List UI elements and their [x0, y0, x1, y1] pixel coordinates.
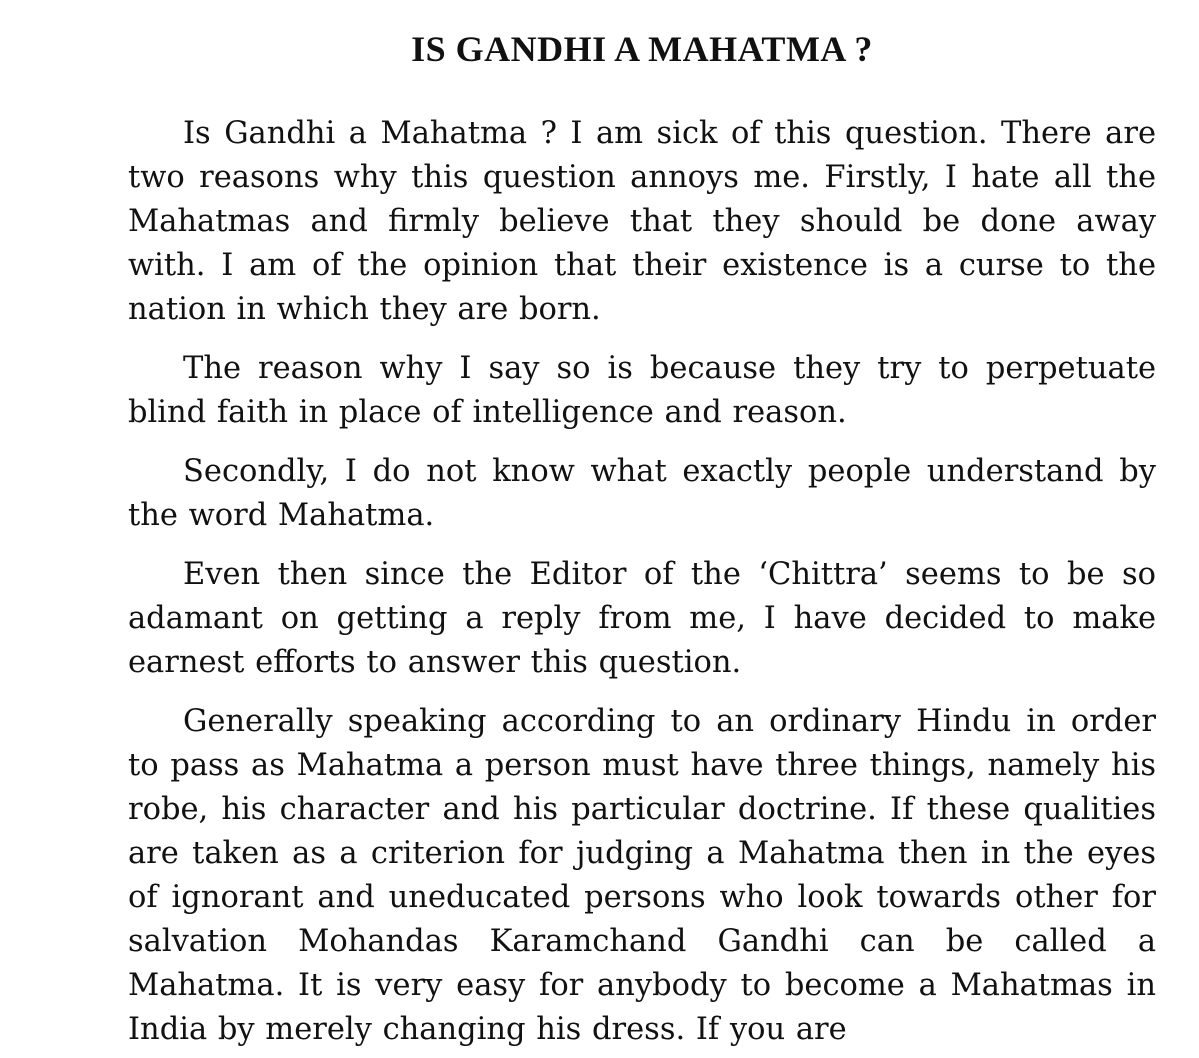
paragraph-5: Generally speaking according to an ordinary Hindu in order to pass as Mahatma a person must have three things, namely his robe, his character and his particular doctrine. If these qualities are taken as a criterion for judging a Mahatma then in the eyes of ignorant and uneducated persons who look towards other for salvation Mohandas Karamchand Gandhi can be called a Mahatma. It is very easy for anybody to become a Mahatmas in India by merely changing his dress. If you are [128, 704, 1156, 1047]
page-title: IS GANDHI A MAHATMA ? [411, 29, 873, 69]
paragraph-1: Is Gandhi a Mahatma ? I am sick of this question. There are two reasons why this question annoys me. Firstly, I hate all the Mahatmas and firmly believe that they should be done away with. I am of the opinion that their existence is a curse to the nation in which they are born. [128, 116, 1156, 327]
paragraph-4: Even then since the Editor of the ‘Chittra’ seems to be so adamant on getting a reply from me, I have decided to make earnest efforts to answer this question. [128, 557, 1156, 680]
document-page [128, 0, 1156, 1052]
paragraph-2: The reason why I say so is because they try to perpetuate blind faith in place of intelligence and reason. [128, 351, 1156, 430]
paragraph-3: Secondly, I do not know what exactly people understand by the word Mahatma. [128, 454, 1156, 533]
article-body [128, 112, 1156, 1052]
